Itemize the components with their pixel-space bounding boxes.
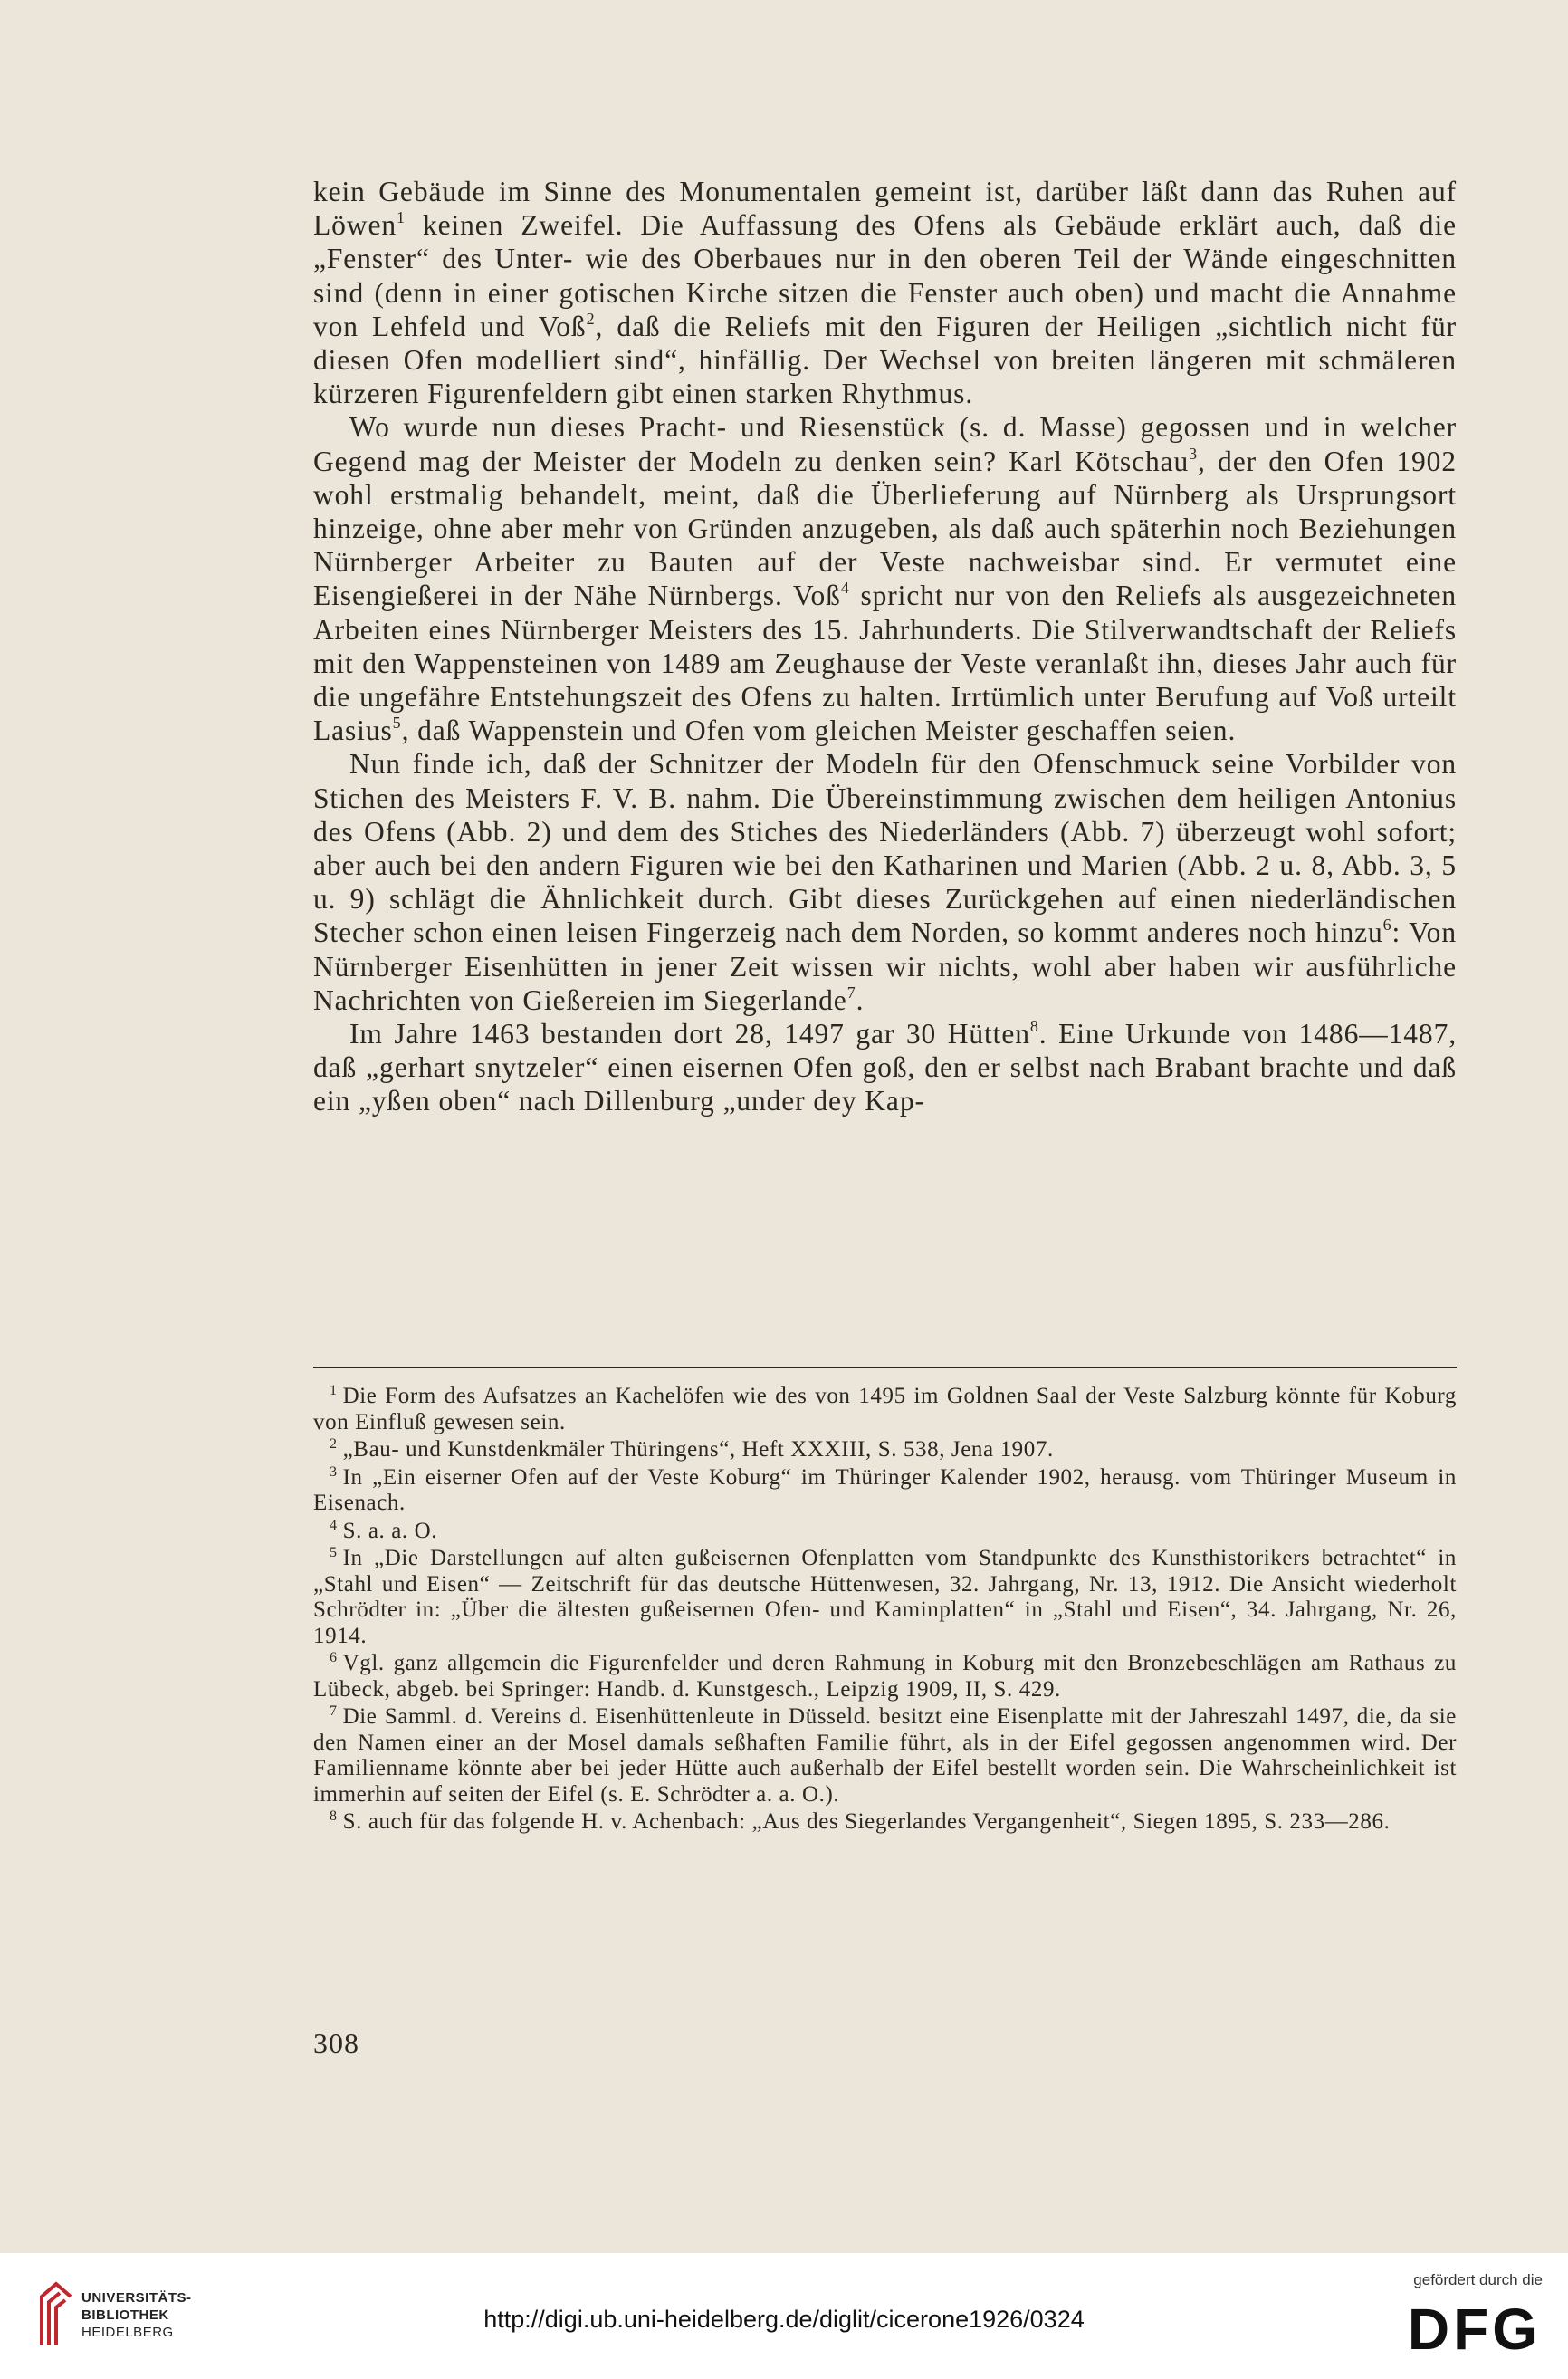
paragraph-4: Im Jahre 1463 bestanden dort 28, 1497 gar 30 Hütten$^8$. Eine Urkunde von 1486—1487, daß „gerhart snytzeler“ einen eisernen Ofen goß, den er selbst nach Brabant brachte und daß ein „yßen oben“ nach Dillenburg „under dey Kap- bbox=[313, 1017, 1457, 1118]
page-number: 308 bbox=[313, 2027, 359, 2059]
footnote-divider bbox=[313, 1367, 1457, 1368]
paragraph-1: kein Gebäude im Sinne des Monumentalen gemeint ist, darüber läßt dann das Ruhen auf Löwen$^1$ keinen Zweifel. Die Auffassung des Ofens als Gebäude erklärt auch, daß die „Fenster“ des Unter- wie des Oberbaues nur in den oberen Teil der Wände eingeschnitten sind (denn in einer gotischen Kirche sitzen die Fenster auch oben) und macht die Annahme von Lehfeld und Voß$^2$, daß die Reliefs mit den Figuren der Heiligen „sichtlich nicht für diesen Ofen modelliert sind“, hinfällig. Der Wechsel von breiten längeren mit schmäleren kürzeren Figurenfeldern gibt einen starken Rhythmus. bbox=[313, 176, 1457, 410]
dfg-logo[interactable]: DFG bbox=[1407, 2297, 1541, 2362]
paragraph-2: Wo wurde nun dieses Pracht- und Riesenstück (s. d. Masse) gegossen und in welcher Gegend mag der Meister der Modeln zu denken sein? Karl Kötschau$^3$, der den Ofen 1902 wohl erstmalig behandelt, meint, daß die Überlieferung auf Nürnberg als Ursprungsort hinzeige, ohne aber mehr von Gründen anzugeben, als daß auch späterhin noch Beziehungen Nürnberger Arbeiter zu Bauten auf der Veste nachweisbar sind. Er vermutet eine Eisengießerei in der Nähe Nürnbergs. Voß$^4$ spricht nur von den Reliefs als ausgezeichneten Arbeiten eines Nürnberger Meisters des 15. Jahrhunderts. Die Stilverwandtschaft der Reliefs mit den Wappensteinen von 1489 am Zeughause der Veste veranlaßt ihn, dieses Jahr auch für die ungefähre Entstehungszeit des Ofens zu halten. Irrtümlich unter Berufung auf Voß urteilt Lasius$^5$, daß Wappenstein und Ofen vom gleichen Meister geschaffen seien. bbox=[313, 411, 1458, 747]
viewer-footer bbox=[0, 2253, 1568, 2379]
footnote-ref-5: 5 bbox=[392, 714, 402, 733]
footnote: $^1$ Die Form des Aufsatzes an Kachelöfen wie des von 1495 im Goldnen Saal der Veste Salzburg könnte für Koburg von Einfluß gewesen sein. bbox=[313, 1383, 1457, 1434]
footnote-ref-3: 3 bbox=[1189, 444, 1199, 463]
footnote: $^4$ S. a. a. O. bbox=[330, 1517, 438, 1543]
main-text bbox=[313, 175, 1457, 1118]
footnote: $^6$ Vgl. ganz allgemein die Figurenfelder und deren Rahmung in Koburg mit den Bronzebeschlägen am Rathaus zu Lübeck, abgeb. bei Springer: Handb. d. Kunstgesch., Leipzig 1909, II, S. 429. bbox=[313, 1650, 1457, 1702]
footnote: $^7$ Die Samml. d. Vereins d. Eisenhüttenleute in Düsseld. besitzt eine Eisenplatte mit der Jahreszahl 1497, die, da sie den Namen einer an der Mosel damals seßhaften Familie führt, als in der Eifel gegossen angenommen wird. Der Familienname könnte aber bei jeder Hütte auch außerhalb der Eifel bestellt worden sein. Die Wahrscheinlichkeit ist immerhin auf seiten der Eifel (s. E. Schrödter a. a. O.). bbox=[313, 1703, 1457, 1807]
footnote-ref-8: 8 bbox=[1029, 1017, 1039, 1036]
footnote-ref-7: 7 bbox=[846, 983, 856, 1002]
sponsor-label: gefördert durch die bbox=[1413, 2271, 1543, 2288]
footnote-ref-2: 2 bbox=[586, 309, 596, 328]
footnote-ref-1: 1 bbox=[396, 208, 406, 227]
footnote-ref-4: 4 bbox=[840, 579, 850, 598]
permalink-url[interactable]: http://digi.ub.uni-heidelberg.de/diglit/cicerone1926/0324 bbox=[483, 2306, 1085, 2333]
footnote: $^3$ In „Ein eiserner Ofen auf der Veste Koburg“ im Thüringer Kalender 1902, herausg. vom Thüringer Museum in Eisenach. bbox=[313, 1463, 1457, 1515]
library-name-line3: HEIDELBERG bbox=[81, 2325, 174, 2340]
paragraph-3: Nun finde ich, daß der Schnitzer der Modeln für den Ofenschmuck seine Vorbilder von Stichen des Meisters F. V. B. nahm. Die Übereinstimmung zwischen dem heiligen Antonius des Ofens (Abb. 2) und dem des Stiches des Niederländers (Abb. 7) überzeugt wohl sofort; aber auch bei den andern Figuren wie bei den Katharinen und Marien (Abb. 2 u. 8, Abb. 3, 5 u. 9) schlägt die Ähnlichkeit durch. Gibt dieses Zurückgehen auf einen niederländischen Stecher schon einen leisen Fingerzeig nach dem Norden, so kommt anderes noch hinzu$^6$: Von Nürnberger Eisenhütten in jener Zeit wissen wir nichts, wohl aber haben wir ausführliche Nachrichten von Gießereien im Siegerlande$^7$. bbox=[313, 748, 1457, 1016]
footnotes bbox=[313, 1384, 1457, 1837]
footnote: $^2$ „Bau- und Kunstdenkmäler Thüringens“, Heft XXXIII, S. 538, Jena 1907. bbox=[330, 1436, 1054, 1462]
footnote-ref-6: 6 bbox=[1382, 916, 1392, 935]
library-name-line1: UNIVERSITÄTS- bbox=[81, 2290, 192, 2306]
footnote: $^5$ In „Die Darstellungen auf alten gußeisernen Ofenplatten vom Standpunkte des Kunsthistorikers betrachtet“ in „Stahl und Eisen“ — Zeitschrift für das deutsche Hüttenwesen, 32. Jahrgang, Nr. 13, 1912. Die Ansicht wiederholt Schrödter in: „Über die ältesten gußeisernen Ofen- und Kaminplatten“ in „Stahl und Eisen“, 34. Jahrgang, Nr. 26, 1914. bbox=[313, 1545, 1457, 1648]
footnote: $^8$ S. auch für das folgende H. v. Achenbach: „Aus des Siegerlandes Vergangenheit“, Siegen 1895, S. 233—286. bbox=[330, 1808, 1391, 1834]
library-name-line2: BIBLIOTHEK bbox=[81, 2307, 169, 2323]
